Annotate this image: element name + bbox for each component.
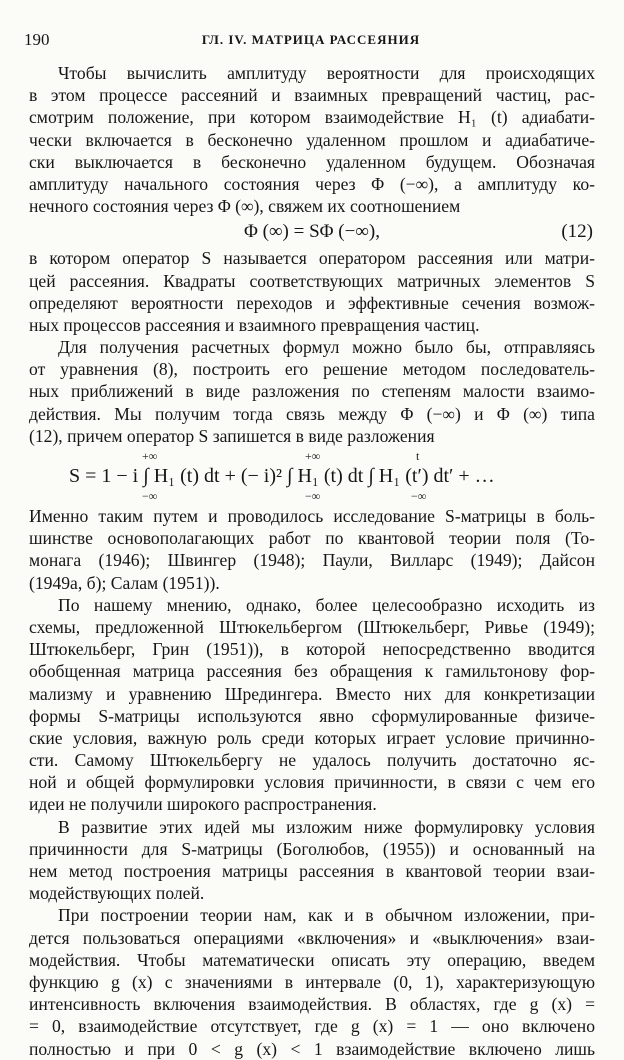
page-body <box>29 62 595 1060</box>
paragraph-1 <box>29 62 595 217</box>
text-line: При построении теории нам, как и в обычном изложении, при- <box>58 905 595 926</box>
text-line: в котором оператор S называется оператором рассеяния или матри- <box>29 248 595 269</box>
integral-upper-limit: t <box>416 449 420 463</box>
text-line: интенсивность включения взаимодействия. В областях, где g (x) = <box>29 994 595 1015</box>
text-line: функцию g (x) с значениями в интервале (0, 1), характеризующую <box>29 971 595 992</box>
text-line: сти. Самому Штюкельбергу не удалось получить достаточно яс- <box>29 750 595 771</box>
equation-number: (12) <box>561 221 593 243</box>
text-line: формы S-матрицы используются явно сформулированные физиче- <box>29 705 595 726</box>
equation-series <box>29 447 595 505</box>
text-line: ские условия, важную роль среди которых играет условие причинно- <box>29 727 595 748</box>
text-line: модействия. Чтобы математически описать эту операцию, введем <box>29 949 595 970</box>
text-line: цей рассеяния. Квадраты соответствующих матричных элементов S <box>29 270 595 291</box>
paragraph-2 <box>29 247 595 336</box>
text-line: В развитие этих идей мы изложим ниже формулировку условия <box>58 816 595 837</box>
integral-upper-limit: +∞ <box>142 449 158 463</box>
text-line: нечного состояния через Φ (∞), свяжем их соотношением <box>29 196 461 217</box>
paragraph-6 <box>29 816 595 905</box>
equation-12 <box>29 217 595 247</box>
page-number: 190 <box>24 30 50 49</box>
running-head: ГЛ. IV. МАТРИЦА РАССЕЯНИЯ <box>201 32 421 47</box>
text-line: схемы, предложенной Штюкельбергом (Штюкельберг, Ривье (1949); <box>29 616 595 637</box>
integral-lower-limit: −∞ <box>411 489 427 503</box>
paragraph-5 <box>29 594 595 816</box>
text-line: = 0, взаимодействие отсутствует, где g (x) = 1 — оно включено <box>29 1016 595 1037</box>
text-line: действия. Мы получим тогда связь между Φ (−∞) и Φ (∞) типа <box>29 403 595 424</box>
text-line: модействующих полей. <box>29 883 205 904</box>
text-line: ски выключается в бесконечно удаленном будущем. Обозначая <box>29 151 595 172</box>
text-line: чески включается в бесконечно удаленном прошлом и адиабатиче- <box>29 129 595 150</box>
text-line: амплитуду начального состояния через Φ (−∞), а амплитуду ко- <box>29 173 595 194</box>
text-line: идеи не получили широкого распространения. <box>29 794 377 815</box>
text-line: мализму и уравнению Шредингера. Вместо них для конкретизации <box>29 683 595 704</box>
integral-upper-limit: +∞ <box>305 449 321 463</box>
text-line: ной и общей формулировки условия причинности, в связи с чем его <box>29 772 595 793</box>
text-line: (12), причем оператор S запишется в виде разложения <box>29 425 435 446</box>
equation-formula: Φ (∞) = SΦ (−∞), <box>244 221 380 243</box>
text-line: нем метод построения матрицы рассеяния в квантовой теории взаи- <box>29 861 595 881</box>
text-line: По нашему мнению, однако, более целесообразно исходить из <box>58 594 595 615</box>
text-line: Для получения расчетных формул можно было бы, отправляясь <box>58 337 595 358</box>
text-line: в этом процессе рассеяний и взаимных превращений частиц, рас- <box>29 85 595 106</box>
text-line: ных приближений в виде разложения по степеням малости взаимо- <box>29 381 595 402</box>
text-line: Чтобы вычислить амплитуду вероятности для происходящих <box>58 63 595 83</box>
text-line: причинности для S-матрицы (Боголюбов, (1955)) и основанный на <box>29 838 595 859</box>
text-line: Именно таким путем и проводилось исследование S-матрицы в боль- <box>29 506 595 526</box>
text-line: ных процессов рассеяния и взаимного превращения частиц. <box>29 314 480 335</box>
text-line: смотрим положение, при котором взаимодействие H₁ (t) адиабати- <box>29 107 595 128</box>
text-line: шинстве основополагающих работ по квантовой теории поля (То- <box>29 528 595 549</box>
paragraph-7 <box>29 904 595 1059</box>
text-line: (1949а, б); Салам (1951)). <box>29 572 220 593</box>
text-line: монага (1946); Швингер (1948); Паули, Вилларс (1949); Дайсон <box>29 550 595 571</box>
text-line: определяют вероятности переходов и эффективные сечения возмож- <box>29 292 595 313</box>
text-line: полностью и при 0 < g (x) < 1 взаимодействие включено лишь <box>29 1038 595 1059</box>
equation-formula: S = 1 − i ∫ H₁ (t) dt + (− i)² ∫ H₁ (t) dt ∫ H₁ (t′) dt′ + … <box>69 465 495 487</box>
integral-lower-limit: −∞ <box>142 489 158 503</box>
text-line: от уравнения (8), построить его решение методом последователь- <box>29 359 595 380</box>
text-line: обобщенная матрица рассеяния без обращения к гамильтонову фор- <box>29 661 595 682</box>
text-line: дется пользоваться операциями «включения» и «выключения» взаи- <box>29 927 595 948</box>
integral-lower-limit: −∞ <box>305 489 321 503</box>
text-line: Штюкельберг, Грин (1951)), в которой непосредственно вводится <box>29 639 595 660</box>
page-header <box>24 30 598 50</box>
paragraph-4 <box>29 505 595 594</box>
paragraph-3 <box>29 336 595 447</box>
